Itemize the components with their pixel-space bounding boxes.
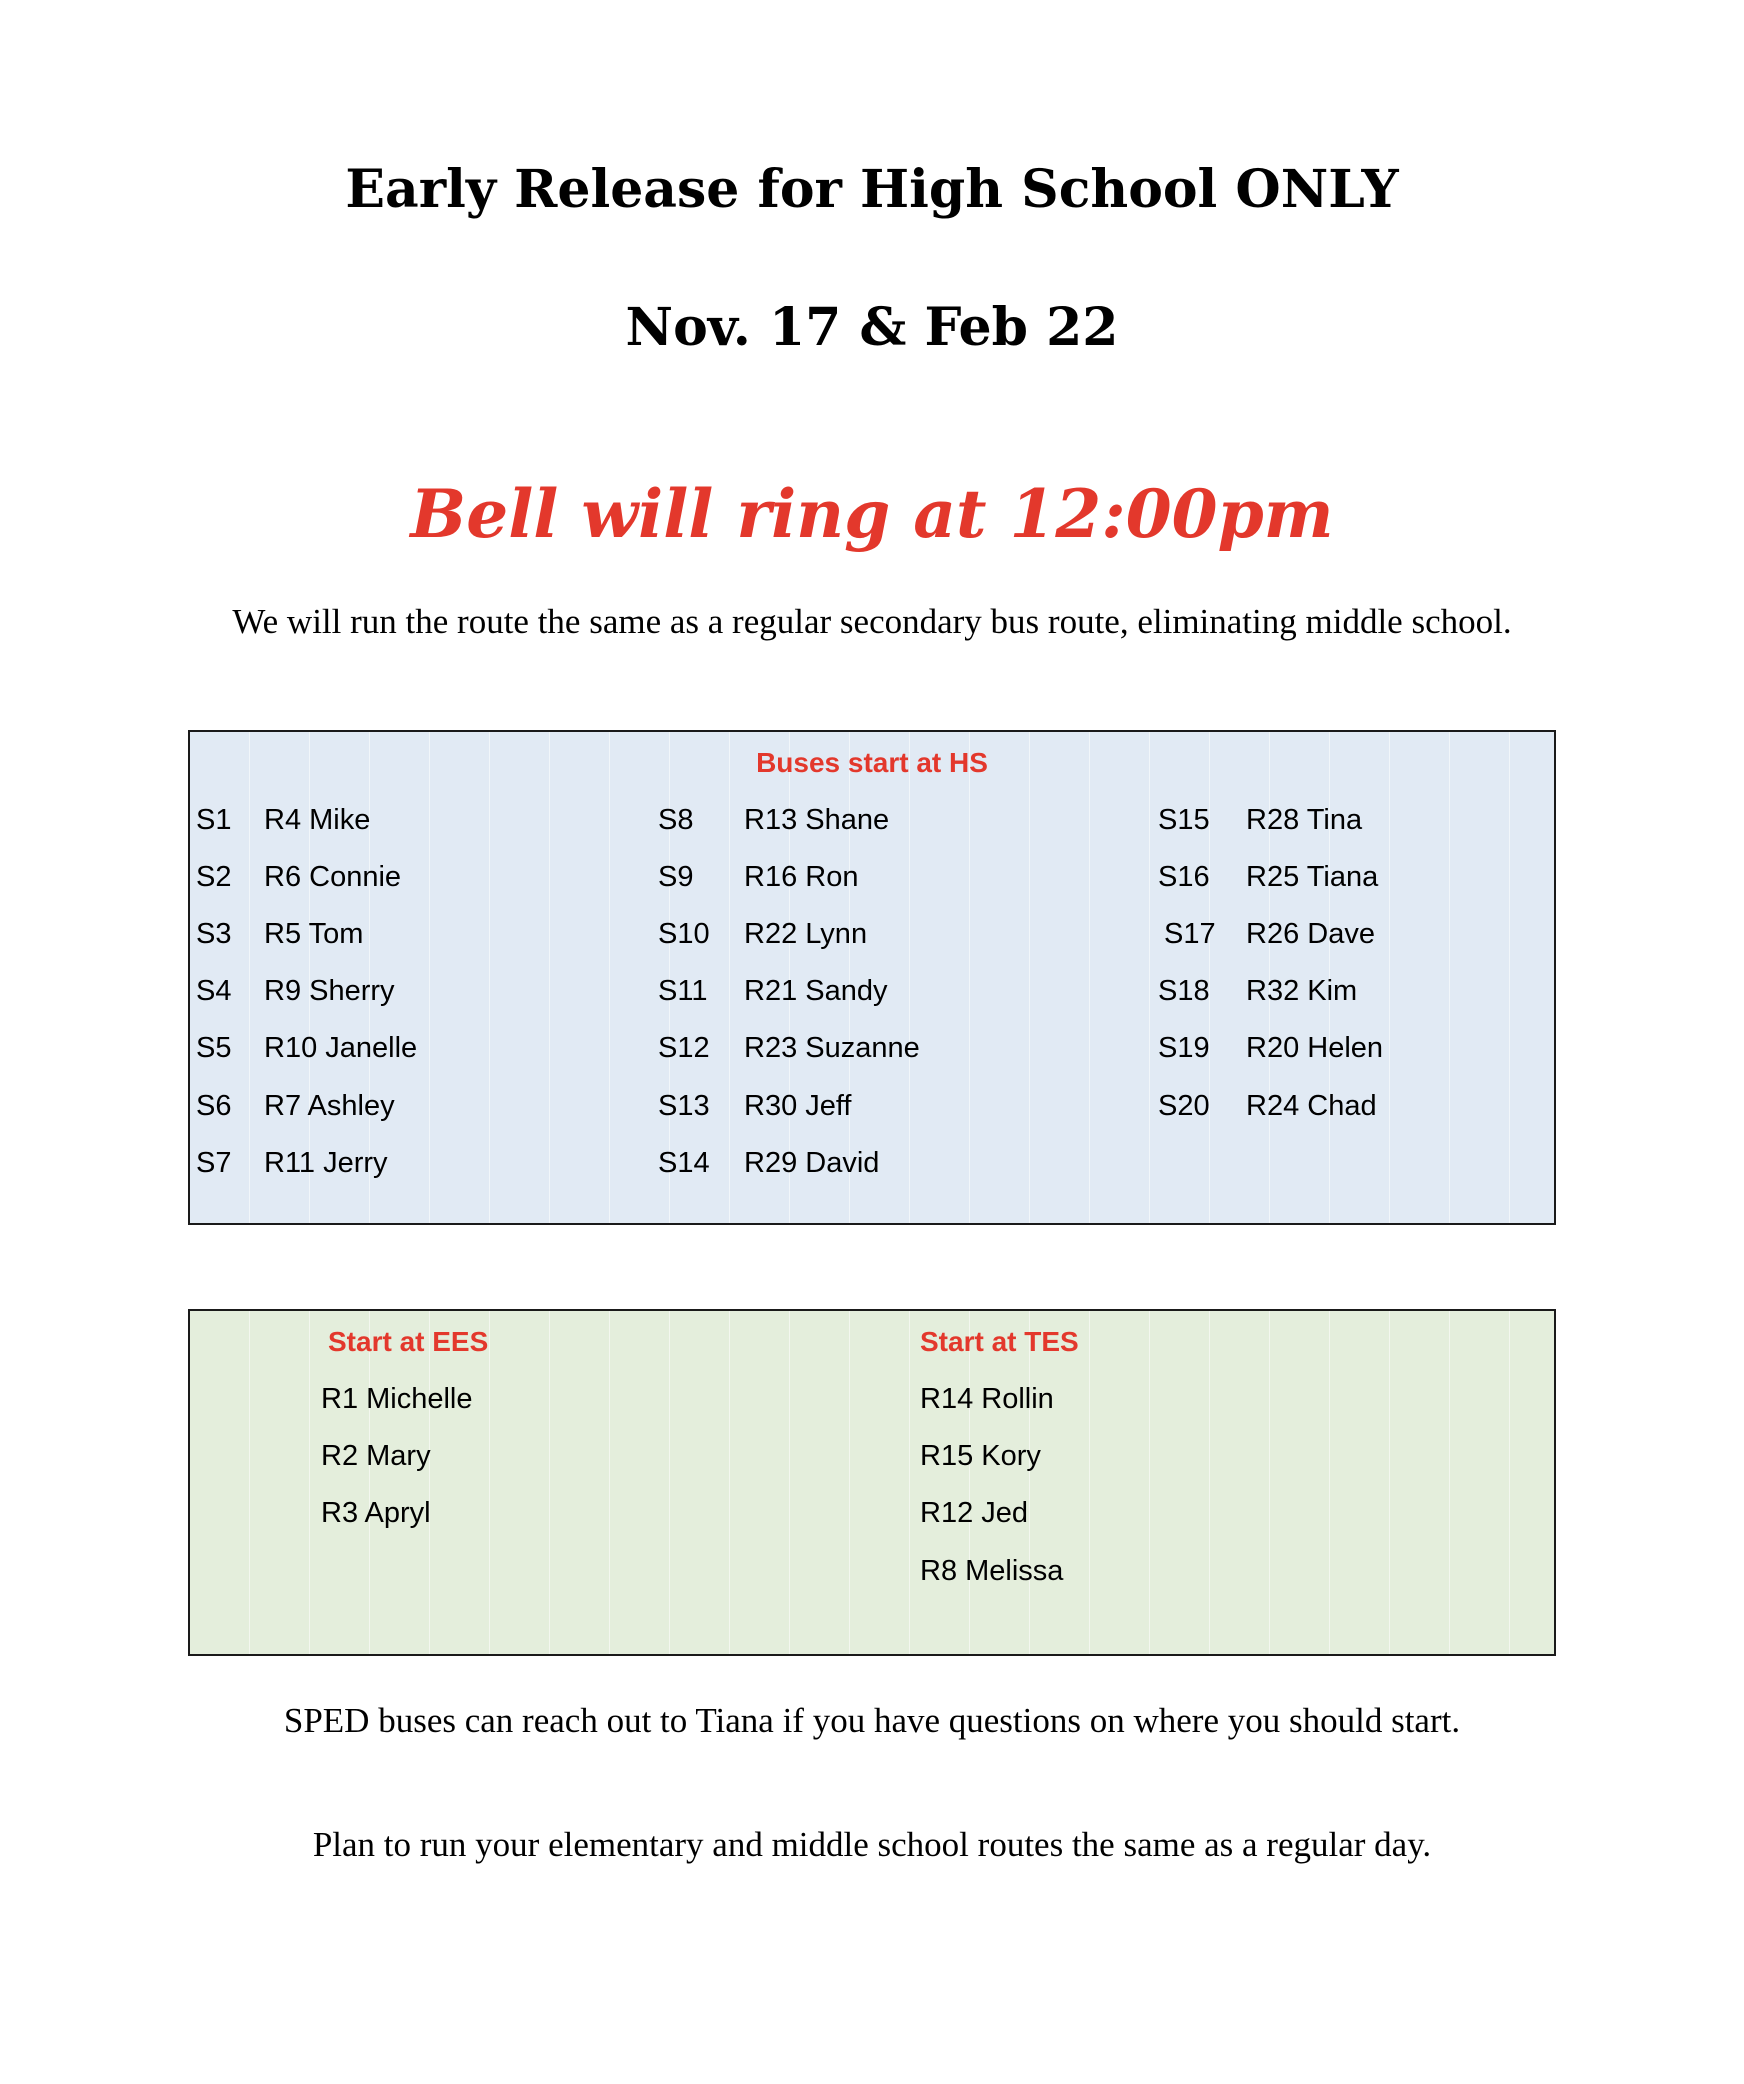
- hs-stop: S5: [196, 1032, 232, 1064]
- hs-route: R32 Kim: [1246, 975, 1358, 1007]
- ees-route: R2 Mary: [321, 1440, 431, 1472]
- route-instructions: We will run the route the same as a regular secondary bus route, eliminating middle school.: [232, 602, 1512, 641]
- hs-route: R23 Suzanne: [744, 1032, 920, 1064]
- hs-route: R4 Mike: [264, 804, 371, 836]
- hs-stop: S18: [1158, 975, 1210, 1007]
- hs-stop: S20: [1158, 1090, 1210, 1122]
- hs-stop: S9: [658, 861, 694, 893]
- tes-route: R14 Rollin: [920, 1383, 1054, 1415]
- hs-stop: S12: [658, 1032, 710, 1064]
- release-dates: Nov. 17 & Feb 22: [625, 297, 1119, 358]
- hs-stop: S13: [658, 1090, 710, 1122]
- hs-route: R9 Sherry: [264, 975, 395, 1007]
- hs-stop: S15: [1158, 804, 1210, 836]
- sped-note: SPED buses can reach out to Tiana if you have questions on where you should start.: [283, 1701, 1461, 1740]
- hs-stop: S2: [196, 861, 232, 893]
- hs-route: R22 Lynn: [744, 918, 868, 950]
- plan-note: Plan to run your elementary and middle school routes the same as a regular day.: [312, 1825, 1432, 1864]
- hs-stop: S3: [196, 918, 232, 950]
- hs-route: R6 Connie: [264, 861, 402, 893]
- hs-route: R24 Chad: [1246, 1090, 1377, 1122]
- tes-route: R8 Melissa: [920, 1555, 1064, 1587]
- hs-route: R29 David: [744, 1147, 880, 1179]
- hs-route: R21 Sandy: [744, 975, 888, 1007]
- hs-route: R26 Dave: [1246, 918, 1375, 950]
- hs-stop: S16: [1158, 861, 1210, 893]
- hs-route: R13 Shane: [744, 804, 890, 836]
- hs-route: R10 Janelle: [264, 1032, 418, 1064]
- hs-route: R5 Tom: [264, 918, 364, 950]
- hs-stop: S8: [658, 804, 694, 836]
- bell-time-notice: Bell will ring at 12:00pm: [410, 475, 1334, 553]
- hs-stop: S7: [196, 1147, 232, 1179]
- hs-route: R7 Ashley: [264, 1090, 395, 1122]
- tes-route: R15 Kory: [920, 1440, 1041, 1472]
- hs-route: R28 Tina: [1246, 804, 1363, 836]
- ees-route: R3 Apryl: [321, 1497, 431, 1529]
- hs-stop: S11: [658, 975, 708, 1007]
- elementary-bus-box: [188, 1309, 1556, 1656]
- tes-heading: Start at TES: [920, 1326, 1079, 1357]
- hs-stop: S10: [658, 918, 710, 950]
- hs-box-heading: Buses start at HS: [756, 747, 988, 778]
- hs-stop: S19: [1158, 1032, 1210, 1064]
- hs-route: R25 Tiana: [1246, 861, 1379, 893]
- hs-route: R20 Helen: [1246, 1032, 1384, 1064]
- tes-route: R12 Jed: [920, 1497, 1029, 1529]
- ees-route: R1 Michelle: [321, 1383, 473, 1415]
- hs-stop: S1: [196, 804, 232, 836]
- hs-stop: S17: [1164, 918, 1216, 950]
- page-title: Early Release for High School ONLY: [345, 159, 1399, 220]
- hs-route: R16 Ron: [744, 861, 859, 893]
- hs-bus-box: [188, 730, 1556, 1225]
- hs-stop: S14: [658, 1147, 710, 1179]
- hs-route: R11 Jerry: [264, 1147, 388, 1179]
- hs-stop: S6: [196, 1090, 232, 1122]
- hs-stop: S4: [196, 975, 232, 1007]
- hs-route: R30 Jeff: [744, 1090, 852, 1122]
- ees-heading: Start at EES: [328, 1326, 489, 1357]
